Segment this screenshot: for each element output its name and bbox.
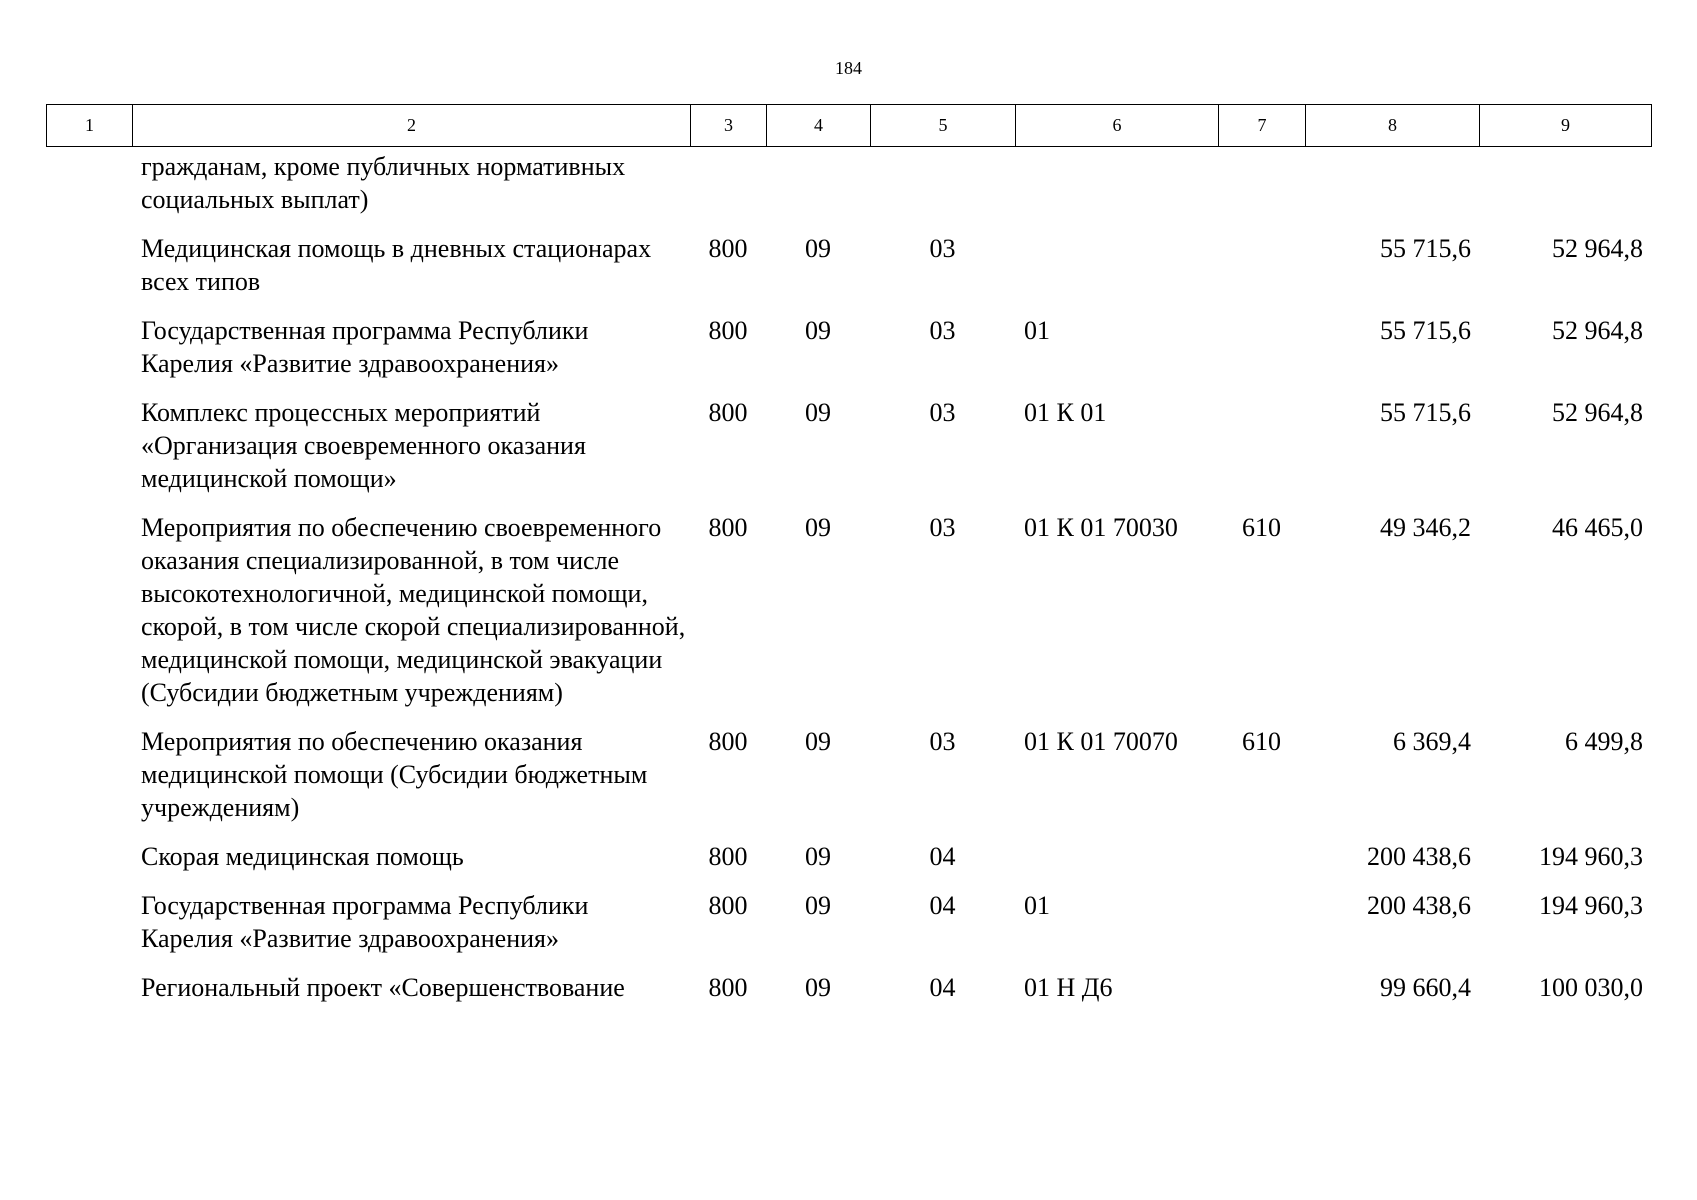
cell-target-article: 01 xyxy=(1024,891,1050,920)
cell-subsection: 03 xyxy=(929,316,956,345)
table-row xyxy=(46,314,1651,396)
cell-section: 09 xyxy=(805,234,831,263)
row-name: Государственная программа Республики Карелия «Развитие здравоохранения» xyxy=(141,891,589,953)
header-row xyxy=(47,105,1652,147)
column-number: 1 xyxy=(47,105,133,147)
cell-ministry: 800 xyxy=(708,316,748,345)
table-row xyxy=(46,840,1651,889)
cell-subsection: 04 xyxy=(929,973,956,1002)
cell-expense-type xyxy=(1218,314,1305,396)
cell-subsection: 03 xyxy=(929,234,956,263)
cell-expense-type xyxy=(1218,396,1305,511)
row-name: гражданам, кроме публичных нормативных социальных выплат) xyxy=(141,152,626,214)
cell-section xyxy=(766,150,870,232)
cell-amount-1: 200 438,6 xyxy=(1367,891,1471,920)
cell-amount-2: 100 030,0 xyxy=(1539,973,1643,1002)
table-row xyxy=(46,150,1651,232)
column-number: 4 xyxy=(767,105,871,147)
cell-amount-1: 99 660,4 xyxy=(1380,973,1471,1002)
column-number: 3 xyxy=(691,105,767,147)
cell-subsection: 03 xyxy=(929,398,956,427)
cell-expense-type xyxy=(1218,971,1305,1020)
column-number: 2 xyxy=(133,105,691,147)
cell-target-article xyxy=(1015,150,1218,232)
cell-amount-2: 46 465,0 xyxy=(1552,513,1643,542)
cell-target-article xyxy=(1015,232,1218,314)
column-number: 7 xyxy=(1219,105,1306,147)
cell-section: 09 xyxy=(805,727,831,756)
cell-target-article xyxy=(1015,840,1218,889)
cell-ministry: 800 xyxy=(708,727,748,756)
cell-subsection: 04 xyxy=(929,842,956,871)
cell-target-article: 01 К 01 70070 xyxy=(1024,727,1178,756)
table-row xyxy=(46,232,1651,314)
empty-cell xyxy=(46,232,132,314)
column-number: 5 xyxy=(871,105,1016,147)
cell-ministry: 800 xyxy=(708,842,748,871)
table-row xyxy=(46,725,1651,840)
budget-table xyxy=(46,150,1651,1020)
cell-subsection: 03 xyxy=(929,727,956,756)
cell-amount-2 xyxy=(1479,150,1651,232)
cell-amount-2: 6 499,8 xyxy=(1565,727,1643,756)
cell-amount-1 xyxy=(1305,150,1479,232)
cell-expense-type xyxy=(1218,889,1305,971)
row-name: Мероприятия по обеспечению оказания медицинской помощи (Субсидии бюджетным учреждениям) xyxy=(141,727,648,822)
cell-section: 09 xyxy=(805,513,831,542)
empty-cell xyxy=(46,314,132,396)
empty-cell xyxy=(46,840,132,889)
cell-amount-2: 52 964,8 xyxy=(1552,234,1643,263)
table-row xyxy=(46,511,1651,725)
empty-cell xyxy=(46,889,132,971)
cell-target-article: 01 К 01 70030 xyxy=(1024,513,1178,542)
row-name: Комплекс процессных мероприятий «Организация своевременного оказания медицинской помощи» xyxy=(141,398,586,493)
cell-expense-type xyxy=(1218,150,1305,232)
column-number: 9 xyxy=(1480,105,1652,147)
cell-target-article: 01 xyxy=(1024,316,1050,345)
page-number: 184 xyxy=(835,58,862,78)
cell-amount-1: 55 715,6 xyxy=(1380,398,1471,427)
cell-target-article: 01 К 01 xyxy=(1024,398,1107,427)
cell-amount-2: 194 960,3 xyxy=(1539,842,1643,871)
cell-ministry: 800 xyxy=(708,234,748,263)
empty-cell xyxy=(46,971,132,1020)
table-row xyxy=(46,396,1651,511)
empty-cell xyxy=(46,725,132,840)
cell-amount-1: 49 346,2 xyxy=(1380,513,1471,542)
cell-section: 09 xyxy=(805,891,831,920)
row-name: Мероприятия по обеспечению своевременного оказания специализированной, в том числе высокотехнологичной, медицинской помощи, скорой, в том числе скорой специализированной, медицинской помощи, медицинской эвакуации (Субсидии бюджетным учреждениям) xyxy=(141,513,686,707)
row-name: Скорая медицинская помощь xyxy=(141,842,464,871)
row-name: Региональный проект «Совершенствование xyxy=(141,973,625,1002)
cell-amount-1: 55 715,6 xyxy=(1380,316,1471,345)
cell-section: 09 xyxy=(805,316,831,345)
table-row xyxy=(46,971,1651,1020)
cell-amount-2: 194 960,3 xyxy=(1539,891,1643,920)
cell-amount-1: 55 715,6 xyxy=(1380,234,1471,263)
cell-ministry: 800 xyxy=(708,513,748,542)
cell-ministry: 800 xyxy=(708,398,748,427)
row-name: Медицинская помощь в дневных стационарах всех типов xyxy=(141,234,652,296)
empty-cell xyxy=(46,396,132,511)
cell-amount-2: 52 964,8 xyxy=(1552,316,1643,345)
column-number: 6 xyxy=(1016,105,1219,147)
column-number: 8 xyxy=(1306,105,1480,147)
cell-section: 09 xyxy=(805,973,831,1002)
cell-expense-type xyxy=(1218,840,1305,889)
cell-target-article: 01 Н Д6 xyxy=(1024,973,1113,1002)
cell-ministry: 800 xyxy=(708,973,748,1002)
cell-expense-type: 610 xyxy=(1242,727,1281,756)
column-number-header xyxy=(46,104,1652,147)
empty-cell xyxy=(46,511,132,725)
cell-expense-type: 610 xyxy=(1242,513,1281,542)
cell-expense-type xyxy=(1218,232,1305,314)
row-name: Государственная программа Республики Карелия «Развитие здравоохранения» xyxy=(141,316,589,378)
empty-cell xyxy=(46,150,132,232)
cell-amount-1: 6 369,4 xyxy=(1393,727,1471,756)
cell-section: 09 xyxy=(805,398,831,427)
table-row xyxy=(46,889,1651,971)
cell-section: 09 xyxy=(805,842,831,871)
cell-amount-2: 52 964,8 xyxy=(1552,398,1643,427)
cell-ministry xyxy=(690,150,766,232)
cell-subsection: 03 xyxy=(929,513,956,542)
cell-subsection xyxy=(870,150,1015,232)
cell-subsection: 04 xyxy=(929,891,956,920)
cell-amount-1: 200 438,6 xyxy=(1367,842,1471,871)
cell-ministry: 800 xyxy=(708,891,748,920)
